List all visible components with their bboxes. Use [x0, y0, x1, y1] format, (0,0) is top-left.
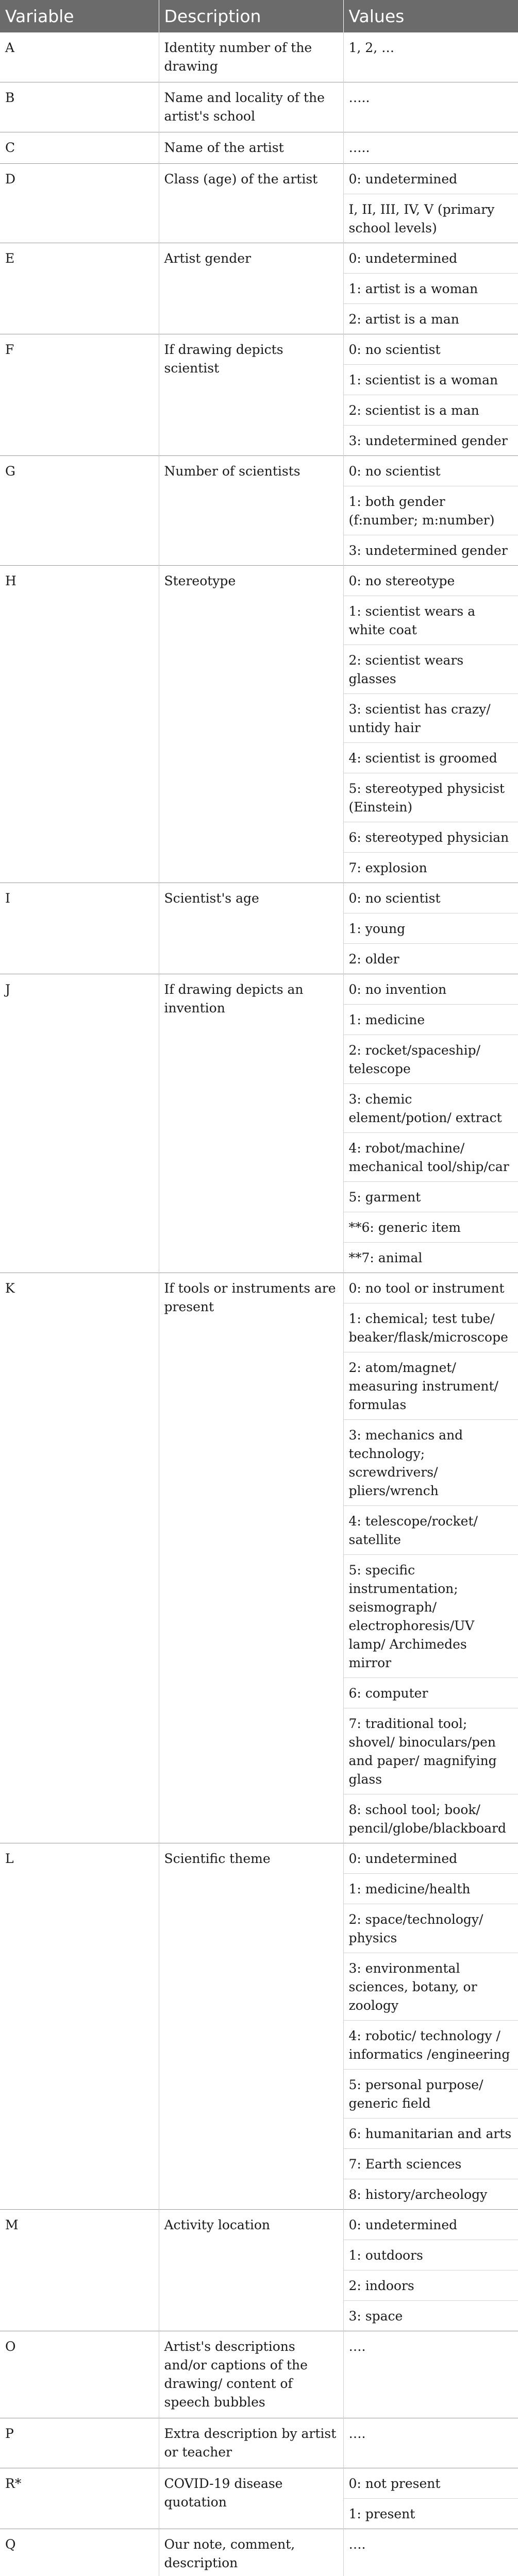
description-cell: Class (age) of the artist — [159, 164, 343, 243]
values-cell — [343, 2529, 518, 2576]
value-item: 1, 2, … — [348, 40, 395, 55]
value-item: 6: stereotyped physician — [344, 822, 518, 853]
value-item: 3: chemic element/potion/ extract — [344, 1084, 518, 1133]
variable-cell: H — [0, 566, 159, 883]
values-cell — [343, 164, 518, 243]
header-values: Values — [343, 0, 518, 32]
values-cell — [343, 334, 518, 456]
variable-cell: P — [0, 2418, 159, 2468]
value-item: 3: space — [348, 2309, 403, 2324]
value-item: 8: history/archeology — [348, 2187, 488, 2202]
variable-cell: M — [0, 2210, 159, 2331]
table-row — [0, 334, 518, 456]
header-variable: Variable — [0, 0, 159, 32]
description-cell: Artist's descriptions and/or captions of the drawing/ content of speech bubbles — [159, 2331, 343, 2418]
table-row — [0, 132, 518, 164]
value-item: 7: explosion — [348, 860, 427, 875]
variable-cell: R* — [0, 2468, 159, 2529]
variable-cell: K — [0, 1273, 159, 1843]
value-item: 0: no stereotype — [344, 566, 518, 596]
header-row — [0, 0, 518, 32]
value-item: 3: undetermined gender — [348, 433, 508, 448]
table-row — [0, 2529, 518, 2576]
value-item: 2: older — [348, 952, 399, 967]
table-row — [0, 2468, 518, 2529]
value-item: 2: scientist is a man — [344, 395, 518, 426]
value-item: **6: generic item — [344, 1212, 518, 1243]
value-item: 2: artist is a man — [348, 312, 459, 327]
table-row — [0, 974, 518, 1273]
value-item: …. — [348, 2426, 366, 2441]
value-item: 0: no tool or instrument — [344, 1273, 518, 1303]
table-row — [0, 2418, 518, 2468]
table-row — [0, 243, 518, 334]
value-item: 7: Earth sciences — [344, 2149, 518, 2179]
description-cell: If tools or instruments are present — [159, 1273, 343, 1843]
table-header — [0, 0, 518, 32]
value-item: 0: undetermined — [344, 164, 518, 194]
value-item: 2: scientist wears glasses — [344, 645, 518, 694]
description-cell: Name of the artist — [159, 132, 343, 164]
description-cell: Identity number of the drawing — [159, 32, 343, 82]
variable-cell: F — [0, 334, 159, 456]
description-cell: COVID-19 disease quotation — [159, 2468, 343, 2529]
values-cell — [343, 1843, 518, 2210]
values-cell — [343, 243, 518, 334]
description-cell: Scientific theme — [159, 1843, 343, 2210]
value-item: 4: robotic/ technology / informatics /engineering — [344, 2021, 518, 2070]
value-item: 3: environmental sciences, botany, or zoology — [344, 1953, 518, 2021]
values-cell — [343, 2468, 518, 2529]
description-cell: If drawing depicts an invention — [159, 974, 343, 1273]
value-item: 1: both gender (f:number; m:number) — [344, 486, 518, 535]
values-cell — [343, 974, 518, 1273]
description-cell: Number of scientists — [159, 456, 343, 566]
value-item: 5: personal purpose/ generic field — [344, 2070, 518, 2119]
value-item: 1: outdoors — [344, 2240, 518, 2270]
value-item: 7: traditional tool; shovel/ binoculars/pen and paper/ magnifying glass — [344, 1708, 518, 1794]
table-row — [0, 164, 518, 243]
description-cell: Extra description by artist or teacher — [159, 2418, 343, 2468]
value-item: 2: indoors — [344, 2270, 518, 2301]
description-cell: Name and locality of the artist's school — [159, 82, 343, 132]
value-item: 1: medicine/health — [344, 1874, 518, 1904]
variable-cell: A — [0, 32, 159, 82]
table-row — [0, 1273, 518, 1843]
value-item: 0: not present — [344, 2468, 518, 2499]
value-item: 0: no scientist — [344, 883, 518, 913]
value-item: 1: artist is a woman — [344, 274, 518, 304]
values-cell — [343, 883, 518, 974]
values-cell — [343, 2331, 518, 2418]
table-row — [0, 82, 518, 132]
value-item: I, II, III, IV, V (primary school levels) — [348, 202, 495, 235]
variable-cell: E — [0, 243, 159, 334]
header-description: Description — [159, 0, 343, 32]
value-item: 5: stereotyped physicist (Einstein) — [344, 773, 518, 822]
table-row — [0, 1843, 518, 2210]
values-cell — [343, 456, 518, 566]
variable-cell: L — [0, 1843, 159, 2210]
value-item: 0: no scientist — [344, 334, 518, 365]
value-item: 2: rocket/spaceship/ telescope — [344, 1035, 518, 1084]
value-item: 5: specific instrumentation; seismograph/ electrophoresis/UV lamp/ Archimedes mirror — [344, 1555, 518, 1678]
variable-cell: G — [0, 456, 159, 566]
value-item: ….. — [348, 90, 370, 105]
value-item: 1: young — [344, 913, 518, 944]
table-row — [0, 2331, 518, 2418]
table-row — [0, 883, 518, 974]
value-item: 0: no scientist — [344, 456, 518, 486]
values-cell — [343, 2210, 518, 2331]
value-item: 4: robot/machine/ mechanical tool/ship/car — [344, 1133, 518, 1182]
description-cell: Scientist's age — [159, 883, 343, 974]
value-item: 0: undetermined — [344, 243, 518, 274]
table-row — [0, 2210, 518, 2331]
variable-cell: D — [0, 164, 159, 243]
value-item: 1: medicine — [344, 1005, 518, 1035]
variable-cell: C — [0, 132, 159, 164]
value-item: 3: undetermined gender — [348, 543, 508, 558]
value-item: 0: undetermined — [344, 2210, 518, 2240]
values-cell — [343, 32, 518, 82]
value-item: 4: scientist is groomed — [344, 743, 518, 773]
value-item: 3: mechanics and technology; screwdrivers/ pliers/wrench — [344, 1420, 518, 1506]
table-row — [0, 456, 518, 566]
table-body — [0, 32, 518, 2576]
value-item: 0: undetermined — [344, 1843, 518, 1874]
values-cell — [343, 1273, 518, 1843]
variable-cell: Q — [0, 2529, 159, 2576]
value-item: 1: scientist wears a white coat — [344, 596, 518, 645]
table-row — [0, 32, 518, 82]
value-item: **7: animal — [348, 1250, 423, 1265]
value-item: 1: chemical; test tube/ beaker/flask/microscope — [344, 1303, 518, 1352]
value-item: 1: present — [348, 2506, 415, 2521]
value-item: 1: scientist is a woman — [344, 365, 518, 395]
variable-cell: B — [0, 82, 159, 132]
value-item: …. — [348, 2339, 366, 2354]
description-cell: Artist gender — [159, 243, 343, 334]
value-item: ….. — [348, 140, 370, 155]
values-cell — [343, 82, 518, 132]
variable-cell: O — [0, 2331, 159, 2418]
value-item: 5: garment — [344, 1182, 518, 1212]
table-row — [0, 566, 518, 883]
variable-cell: J — [0, 974, 159, 1273]
description-cell: Our note, comment, description — [159, 2529, 343, 2576]
values-cell — [343, 2418, 518, 2468]
value-item: …. — [348, 2537, 366, 2552]
values-cell — [343, 566, 518, 883]
description-cell: If drawing depicts scientist — [159, 334, 343, 456]
value-item: 3: scientist has crazy/ untidy hair — [344, 694, 518, 743]
value-item: 6: computer — [344, 1678, 518, 1708]
value-item: 4: telescope/rocket/ satellite — [344, 1506, 518, 1555]
description-cell: Activity location — [159, 2210, 343, 2331]
value-item: 2: space/technology/ physics — [344, 1904, 518, 1953]
value-item: 6: humanitarian and arts — [344, 2119, 518, 2149]
description-cell: Stereotype — [159, 566, 343, 883]
value-item: 2: atom/magnet/ measuring instrument/ formulas — [344, 1352, 518, 1420]
value-item: 8: school tool; book/ pencil/globe/blackboard — [348, 1802, 507, 1836]
value-item: 0: no invention — [344, 974, 518, 1005]
variable-cell: I — [0, 883, 159, 974]
values-cell — [343, 132, 518, 164]
